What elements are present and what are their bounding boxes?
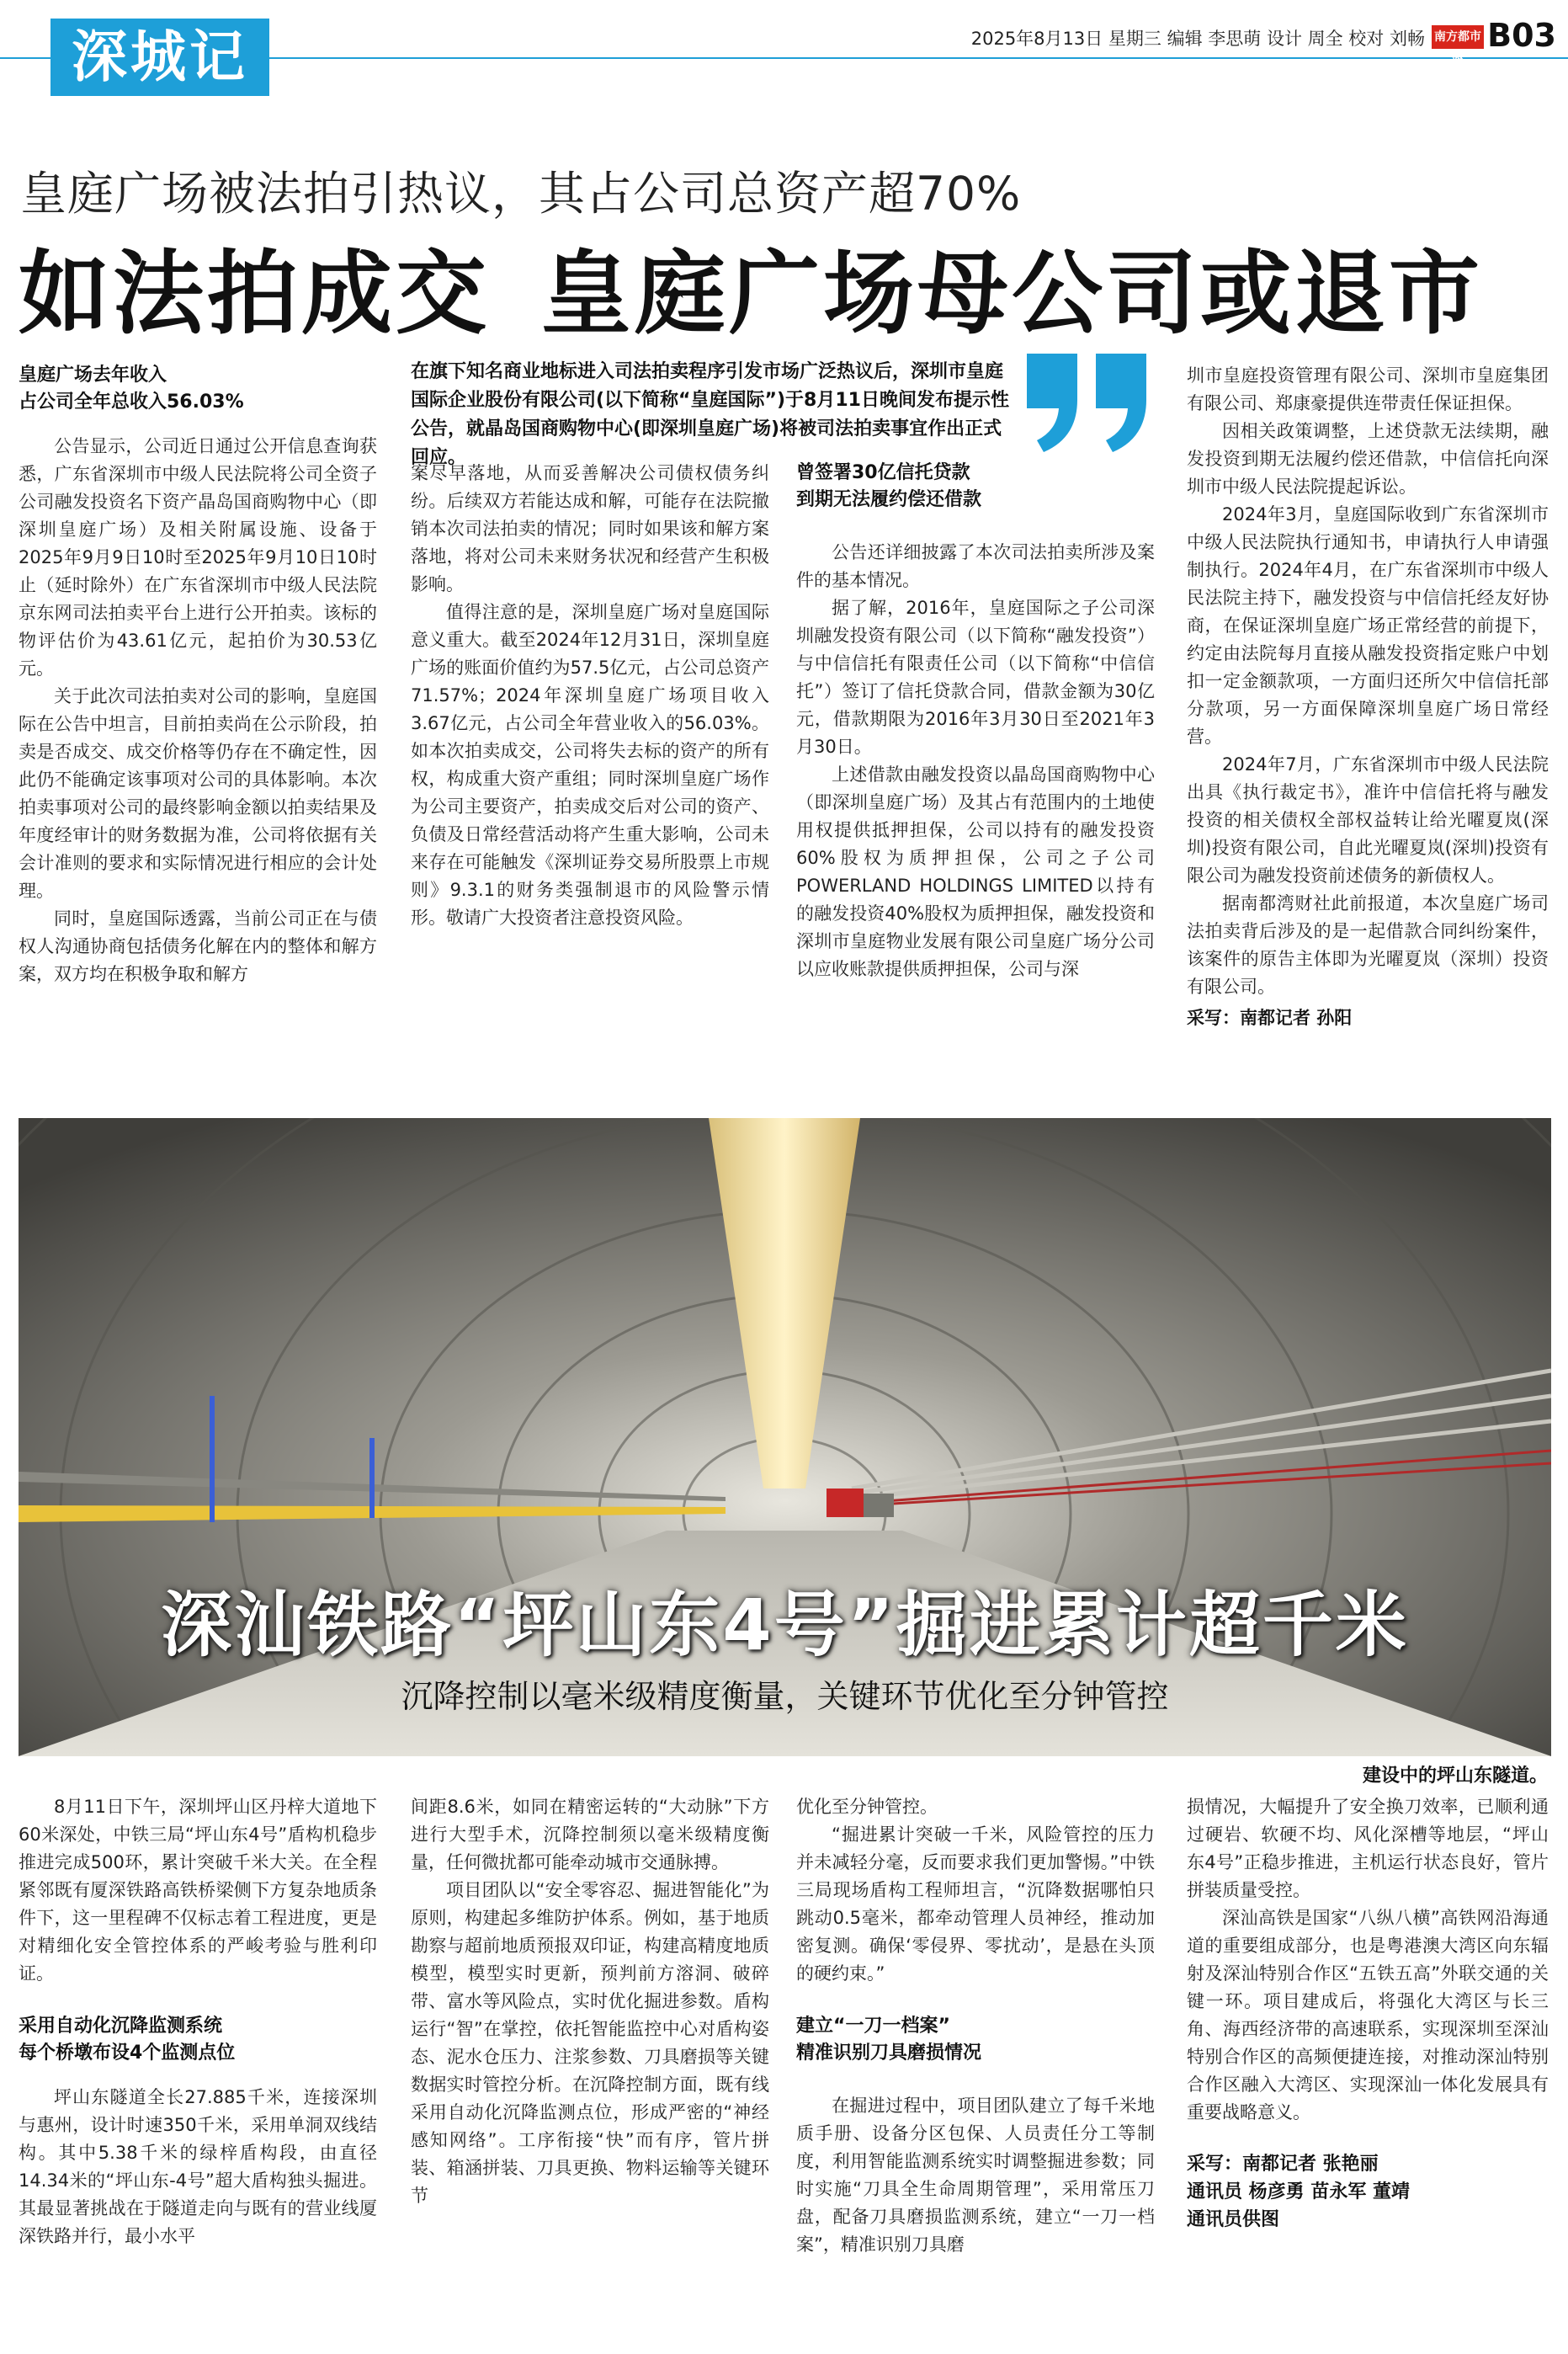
page-number: B03 [1487, 17, 1556, 54]
article1-column-2 [411, 460, 769, 932]
paragraph: 据了解，2016年，皇庭国际之子公司深圳融发投资有限公司（以下简称“融发投资”）与中信信托有限责任公司（以下简称“中信信托”）签订了信托贷款合同，借款金额为30亿元，借款期限为2016年3月30日至2021年3月30日。 [796, 598, 1155, 757]
subhead-line: 到期无法履约偿还借款 [796, 489, 982, 510]
subhead-line: 占公司全年总收入56.03% [19, 391, 244, 413]
subhead-line: 建立“一刀一档案” [796, 2016, 950, 2037]
subhead-line: 每个桥墩布设4个监测点位 [19, 2042, 236, 2064]
credit-line: 通讯员 杨彦勇 苗永军 董靖 [1187, 2181, 1410, 2202]
headline-part1: 如法拍成交 [19, 242, 491, 347]
article1-column-3 [796, 460, 1155, 983]
paragraph: 2024年7月，广东省深圳市中级人民法院出具《执行裁定书》，准许中信信托将与融发投资的相关债权全部权益转让给光曜夏岚(深圳)投资有限公司，自此光曜夏岚(深圳)投资有限公司为融发投资前述债务的新债权人。 [1187, 754, 1549, 886]
paragraph: 间距8.6米，如同在精密运转的“大动脉”下方进行大型手术，沉降控制须以毫米级精度衡量，任何微扰都可能牵动城市交通脉搏。 [411, 1797, 769, 1872]
article1-subhead-1 [19, 362, 377, 416]
subhead-line: 精准识别刀具磨损情况 [796, 2042, 982, 2064]
paragraph: 损情况，大幅提升了安全换刀效率，已顺利通过硬岩、软硬不均、风化深槽等地层，“坪山东4号”正稳步推进，主机运行状态良好，管片拼装质量受控。 [1187, 1797, 1549, 1900]
section-logo: 深城记 [50, 19, 269, 96]
article1-kicker: 皇庭广场被法拍引热议，其占公司总资产超70% [20, 167, 1022, 221]
tunnel-photo [19, 1118, 1551, 1756]
subhead-line: 采用自动化沉降监测系统 [19, 2016, 223, 2037]
paragraph: 同时，皇庭国际透露，当前公司正在与债权人沟通协商包括债务化解在内的整体和解方案，双方均在积极争取和解方 [19, 908, 377, 984]
masthead [0, 0, 1568, 101]
paragraph: 优化至分钟管控。 [796, 1797, 938, 1817]
article2-column-3 [796, 1793, 1155, 2259]
article1-lead: 在旗下知名商业地标进入司法拍卖程序引发市场广泛热议后，深圳市皇庭国际企业股份有限公司(以下简称“皇庭国际”)于8月11日晚间发布提示性公告，就晶岛国商购物中心(即深圳皇庭广场)将被司法拍卖事宜作出正式回应。 [411, 361, 1009, 468]
paragraph: 项目团队以“安全零容忍、掘进智能化”为原则，构建起多维防护体系。例如，基于地质勘察与超前地质预报双印证，构建高精度地质模型，模型实时更新，预判前方溶洞、破碎带、富水等风险点，实时优化掘进参数。盾构运行“智”在掌控，依托智能监控中心对盾构姿态、泥水仓压力、注浆参数、刀具磨损等关键数据实时管控分析。在沉降控制方面，既有线采用自动化沉降监测点位，形成严密的“神经感知网络”。工序衔接“快”而有序，管片拼装、箱涵拼装、刀具更换、物料运输等关键环节 [411, 1880, 769, 2206]
paragraph: 8月11日下午，深圳坪山区丹梓大道地下60米深处，中铁三局“坪山东4号”盾构机稳步推进完成500环，累计突破千米大关。在全程紧邻既有厦深铁路高铁桥梁侧下方复杂地质条件下，这一里程碑不仅标志着工程进度，更是对精细化安全管控体系的严峻考验与胜利印证。 [19, 1797, 377, 1984]
paragraph: 圳市皇庭投资管理有限公司、深圳市皇庭集团有限公司、郑康豪提供连带责任保证担保。 [1187, 365, 1549, 413]
article2-subhead-2 [796, 2013, 1155, 2067]
photo-caption: 建设中的坪山东隧道。 [1362, 1766, 1548, 1787]
paragraph: 案尽早落地，从而妥善解决公司债权债务纠纷。后续双方若能达成和解，可能存在法院撤销本次司法拍卖的情况；同时如果该和解方案落地，将对公司未来财务状况和经营产生积极影响。 [411, 463, 769, 594]
subhead-line: 曾签署30亿信托贷款 [796, 462, 970, 483]
paper-logo: 南方都市報 [1432, 25, 1484, 49]
headline-part2: 皇庭广场母公司或退市 [540, 242, 1484, 347]
article1-subhead-2 [796, 460, 1155, 514]
paragraph: 上述借款由融发投资以晶岛国商购物中心（即深圳皇庭广场）及其占有范围内的土地使用权提供抵押担保，公司以持有的融发投资60%股权为质押担保，公司之子公司POWERLAND HOLDINGS LIMITED以持有的融发投资40%股权为质押担保，融发投资和深圳市皇庭物业发展有限公司皇庭广场分公司以应收账款提供质押担保，公司与深 [796, 764, 1155, 979]
article2-column-2 [411, 1793, 769, 2210]
paragraph: 深汕高铁是国家“八纵八横”高铁网沿海通道的重要组成部分，也是粤港澳大湾区向东辐射及深汕特别合作区“五铁五高”外联交通的关键一环。项目建成后，将强化大湾区与长三角、海西经济带的高速联系，实现深圳至深汕特别合作区的高频便捷连接，对推动深汕特别合作区融入大湾区、实现深汕一体化发展具有重要战略意义。 [1187, 1908, 1549, 2122]
paragraph: 2024年3月，皇庭国际收到广东省深圳市中级人民法院执行通知书，申请执行人申请强制执行。2024年4月，在广东省深圳市中级人民法院主持下，融发投资与中信信托经友好协商，在保证深圳皇庭广场正常经营的前提下，约定由法院每月直接从融发投资指定账户中划扣一定金额款项，一方面归还所欠中信信托部分款项，另一方面保障深圳皇庭广场日常经营。 [1187, 504, 1549, 747]
paragraph: 值得注意的是，深圳皇庭广场对皇庭国际意义重大。截至2024年12月31日，深圳皇庭广场的账面价值约为57.5亿元，占公司总资产71.57%；2024年深圳皇庭广场项目收入3.67亿元，占公司全年营业收入的56.03%。如本次拍卖成交，公司将失去标的资产的所有权，构成重大资产重组；同时深圳皇庭广场作为公司主要资产，拍卖成交后对公司的资产、负债及日常经营活动将产生重大影响，公司未来存在可能触发《深圳证券交易所股票上市规则》9.3.1的财务类强制退市的风险警示情形。敬请广大投资者注意投资风险。 [411, 602, 769, 928]
article2-subhead-1 [19, 2013, 377, 2067]
article1-headline [19, 221, 1483, 351]
credit-line: 采写：南都记者 张艳丽 [1187, 2154, 1379, 2175]
paragraph: 据南都湾财社此前报道，本次皇庭广场司法拍卖背后涉及的是一起借款合同纠纷案件，该案件的原告主体即为光曜夏岚（深圳）投资有限公司。 [1187, 893, 1549, 997]
paragraph: 公告还详细披露了本次司法拍卖所涉及案件的基本情况。 [796, 542, 1155, 590]
paragraph: 公告显示，公司近日通过公开信息查询获悉，广东省深圳市中级人民法院将公司全资子公司融发投资名下资产晶岛国商购物中心（即深圳皇庭广场）及相关附属设施、设备于2025年9月9日10时至2025年9月10日10时止（延时除外）在广东省深圳市中级人民法院京东网司法拍卖平台上进行公开拍卖。该标的物评估价为43.61亿元，起拍价为30.53亿元。 [19, 436, 377, 679]
paragraph: 坪山东隧道全长27.885千米，连接深圳与惠州，设计时速350千米，采用单洞双线结构。其中5.38千米的绿梓盾构段，由直径14.34米的“坪山东-4号”超大盾构独头掘进。其最显著挑战在于隧道走向与既有的营业线厦深铁路并行，最小水平 [19, 2087, 377, 2246]
paragraph: “掘进累计突破一千米，风险管控的压力并未减轻分毫，反而要求我们更加警惕。”中铁三局现场盾构工程师坦言，“沉降数据哪怕只跳动0.5毫米，都牵动管理人员神经，推动加密复测。确保‘零侵界、零扰动’，是悬在头顶的硬约束。” [796, 1824, 1155, 1984]
article2-column-4 [1187, 1793, 1549, 2234]
article2-column-1 [19, 1793, 377, 2250]
paragraph: 因相关政策调整，上述贷款无法续期，融发投资到期无法履约偿还借款，中信信托向深圳市中级人民法院提起诉讼。 [1187, 421, 1549, 497]
photo-title: 深汕铁路“坪山东4号”掘进累计超千米 [161, 1584, 1409, 1666]
article1-column-4 [1187, 362, 1549, 1032]
issue-info: 2025年8月13日 星期三 编辑 李思萌 设计 周全 校对 刘畅 [970, 29, 1425, 49]
subhead-line: 皇庭广场去年收入 [19, 365, 167, 386]
quote-mark-icon [1018, 345, 1157, 455]
article1-byline: 采写：南都记者 孙阳 [1187, 1008, 1353, 1028]
credit-line: 通讯员供图 [1187, 2209, 1280, 2230]
paragraph: 在掘进过程中，项目团队建立了每千米地质手册、设备分区包保、人员责任分工等制度，利用智能监测系统实时调整掘进参数；同时实施“刀具全生命周期管理”，采用常压刀盘，配备刀具磨损监测系统，建立“一刀一档案”，精准识别刀具磨 [796, 2096, 1155, 2255]
photo-subtitle: 沉降控制以毫米级精度衡量，关键环节优化至分钟管控 [401, 1678, 1169, 1715]
paragraph: 关于此次司法拍卖对公司的影响，皇庭国际在公告中坦言，目前拍卖尚在公示阶段，拍卖是否成交、成交价格等仍存在不确定性，因此仍不能确定该事项对公司的具体影响。本次拍卖事项对公司的最终影响金额以拍卖结果及年度经审计的财务数据为准，公司将依据有关会计准则的要求和实际情况进行相应的会计处理。 [19, 686, 377, 901]
article1-column-1 [19, 362, 377, 988]
